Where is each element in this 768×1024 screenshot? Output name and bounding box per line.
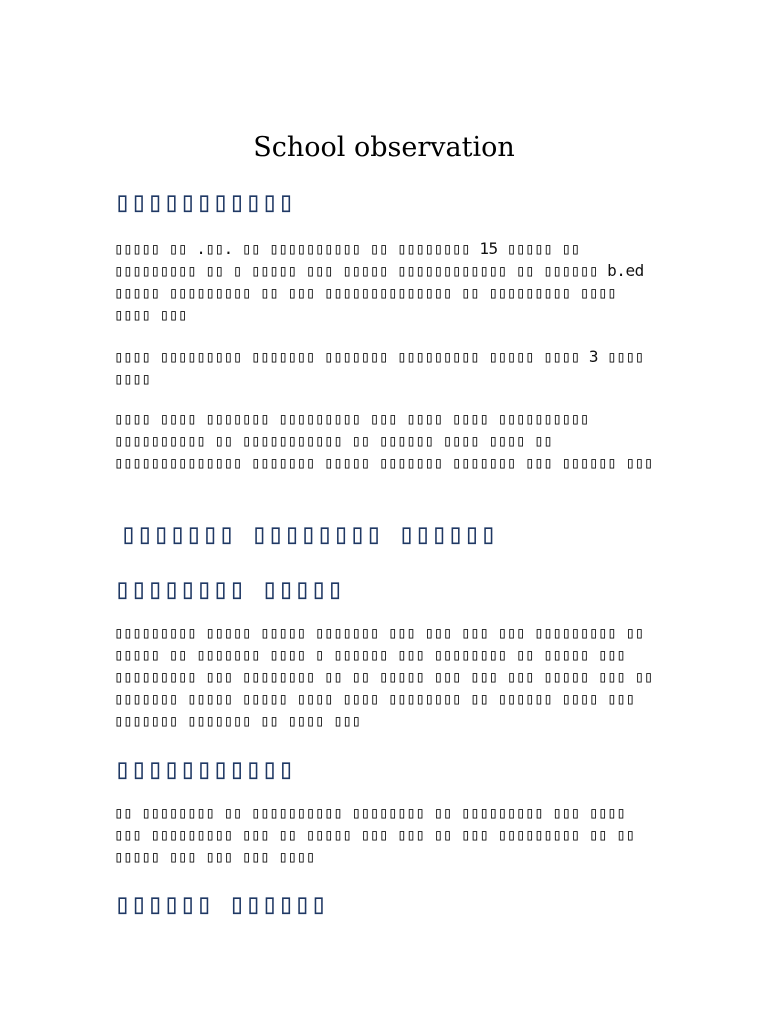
- paragraph-text: ▯▯▯▯ ▯▯▯▯ ▯▯▯▯▯▯▯ ▯▯▯▯▯▯▯▯▯ ▯▯▯ ▯▯▯▯ ▯▯▯▯ ▯▯▯▯▯▯▯▯▯▯ ▯▯▯▯▯▯▯▯▯▯ ▯▯ ▯▯▯▯▯▯▯▯▯▯▯ ▯▯ ▯▯▯▯▯▯ ▯▯▯▯ ▯▯▯▯ ▯▯ ▯▯▯▯▯▯▯▯▯▯▯▯▯▯ ▯▯▯▯▯▯▯ ▯▯▯▯▯ ▯▯▯▯▯▯▯ ▯▯▯▯▯▯▯ ▯▯▯ ▯▯▯▯▯▯ ▯▯▯: [114, 409, 653, 472]
- section-1-paragraph-2: [114, 346, 659, 390]
- section-heading-3: ▯▯▯▯▯▯▯▯ ▯▯▯▯▯: [114, 572, 344, 605]
- paragraph-text: ▯▯▯▯ ▯▯▯▯▯▯▯▯▯ ▯▯▯▯▯▯▯ ▯▯▯▯▯▯▯ ▯▯▯▯▯▯▯▯▯ ▯▯▯▯▯ ▯▯▯▯ 3 ▯▯▯▯ ▯▯▯▯: [114, 347, 644, 388]
- section-1-paragraph-1: [114, 238, 659, 326]
- section-3-paragraph-1: [114, 622, 659, 732]
- section-heading-2: ▯▯▯▯▯▯▯ ▯▯▯▯▯▯▯▯ ▯▯▯▯▯▯: [120, 517, 497, 550]
- paragraph-text: ▯▯ ▯▯▯▯▯▯▯▯ ▯▯ ▯▯▯▯▯▯▯▯▯▯ ▯▯▯▯▯▯▯▯ ▯▯ ▯▯▯▯▯▯▯▯▯ ▯▯▯ ▯▯▯▯ ▯▯▯ ▯▯▯▯▯▯▯▯▯ ▯▯▯ ▯▯ ▯▯▯▯▯ ▯▯▯ ▯▯▯ ▯▯ ▯▯▯ ▯▯▯▯▯▯▯▯▯ ▯▯ ▯▯ ▯▯▯▯▯ ▯▯▯ ▯▯▯ ▯▯▯ ▯▯▯▯: [114, 803, 635, 866]
- section-heading-4: ▯▯▯▯▯▯▯▯▯▯▯: [114, 752, 294, 785]
- document-title: School observation: [253, 132, 515, 163]
- paragraph-text: ▯▯▯▯▯▯▯▯▯ ▯▯▯▯▯ ▯▯▯▯▯ ▯▯▯▯▯▯▯ ▯▯▯ ▯▯▯ ▯▯▯ ▯▯▯ ▯▯▯▯▯▯▯▯▯ ▯▯ ▯▯▯▯▯ ▯▯ ▯▯▯▯▯▯▯ ▯▯▯▯ ▯ ▯▯▯▯▯▯ ▯▯▯ ▯▯▯▯▯▯▯▯ ▯▯ ▯▯▯▯▯ ▯▯▯ ▯▯▯▯▯▯▯▯▯ ▯▯▯ ▯▯▯▯▯▯▯▯ ▯▯ ▯▯ ▯▯▯▯▯ ▯▯▯ ▯▯▯ ▯▯▯ ▯▯▯▯▯ ▯▯▯ ▯▯ ▯▯▯▯▯▯▯ ▯▯▯▯▯ ▯▯▯▯▯ ▯▯▯▯ ▯▯▯▯ ▯▯▯▯▯▯▯▯ ▯▯ ▯▯▯▯▯▯ ▯▯▯▯ ▯▯▯ ▯▯▯▯▯▯▯ ▯▯▯▯▯▯▯ ▯▯ ▯▯▯▯ ▯▯▯: [114, 623, 653, 730]
- section-4-paragraph-1: [114, 802, 659, 868]
- section-heading-5: ▯▯▯▯▯▯ ▯▯▯▯▯▯: [114, 887, 327, 920]
- section-1-paragraph-3: [114, 408, 659, 474]
- paragraph-text: ▯▯▯▯▯ ▯▯ .▯▯. ▯▯ ▯▯▯▯▯▯▯▯▯▯ ▯▯ ▯▯▯▯▯▯▯▯ 15 ▯▯▯▯▯ ▯▯ ▯▯▯▯▯▯▯▯▯ ▯▯ ▯ ▯▯▯▯▯ ▯▯▯ ▯▯▯▯▯ ▯▯▯▯▯▯▯▯▯▯▯▯ ▯▯ ▯▯▯▯▯▯ b.ed ▯▯▯▯▯ ▯▯▯▯▯▯▯▯▯ ▯▯ ▯▯▯ ▯▯▯▯▯▯▯▯▯▯▯▯▯▯ ▯▯ ▯▯▯▯▯▯▯▯▯ ▯▯▯▯ ▯▯▯▯ ▯▯▯: [114, 239, 644, 324]
- section-heading-1: ▯▯▯▯▯▯▯▯▯▯▯: [114, 185, 294, 218]
